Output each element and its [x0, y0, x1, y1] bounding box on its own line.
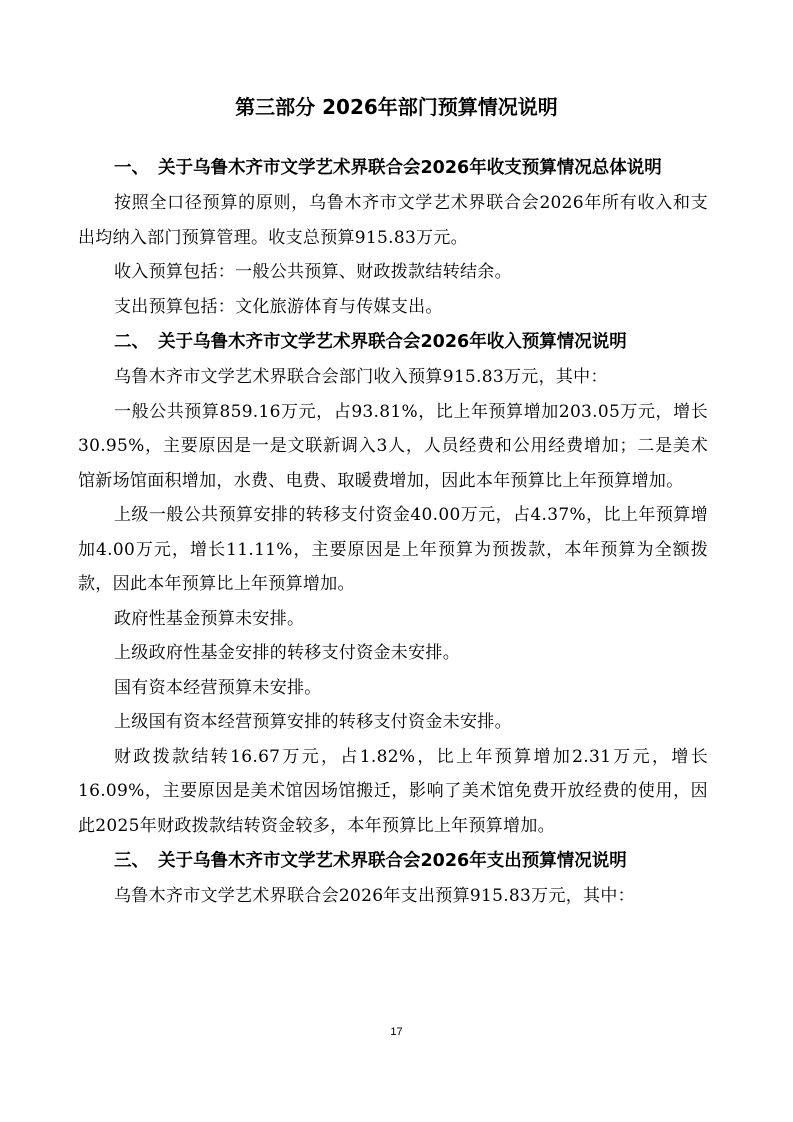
- document-body: [78, 150, 708, 914]
- page-number: 17: [390, 1026, 403, 1038]
- paragraph: 上级一般公共预算安排的转移支付资金40.00万元，占4.37%，比上年预算增加4.00万元，增长11.11%，主要原因是上年预算为预拨款，本年预算为全额拨款，因此本年预算比上年预算增加。: [78, 505, 708, 594]
- paragraph: 乌鲁木齐市文学艺术界联合会2026年支出预算915.83万元，其中：: [114, 886, 635, 906]
- paragraph: 上级国有资本经营预算安排的转移支付资金未安排。: [114, 712, 512, 732]
- paragraph: 上级政府性基金安排的转移支付资金未安排。: [114, 643, 460, 663]
- section-heading-2: [78, 324, 708, 360]
- paragraph: 政府性基金预算未安排。: [114, 608, 305, 629]
- paragraph: 支出预算包括：文化旅游体育与传媒支出。: [114, 296, 443, 317]
- section-heading-text: 关于乌鲁木齐市文学艺术界联合会2026年收入预算情况说明: [158, 332, 627, 352]
- paragraph: 国有资本经营预算未安排。: [114, 677, 322, 698]
- paragraph: 财政拨款结转16.67万元，占1.82%，比上年预算增加2.31万元，增长16.09%，主要原因是美术馆因场馆搬迁，影响了美术馆免费开放经费的使用，因此2025年财政拨款结转资金较多，本年预算比上年预算增加。: [78, 746, 708, 836]
- section-heading-3: [78, 843, 708, 879]
- section-number: 三、: [114, 851, 149, 871]
- paragraph: 按照全口径预算的原则，乌鲁木齐市文学艺术界联合会2026年所有收入和支出均纳入部门预算管理。收支总预算915.83万元。: [78, 193, 708, 248]
- section-heading-text: 关于乌鲁木齐市文学艺术界联合会2026年收支预算情况总体说明: [158, 158, 662, 178]
- paragraph: 一般公共预算859.16万元，占93.81%，比上年预算增加203.05万元，增长30.95%，主要原因是一是文联新调入3人，人员经费和公用经费增加；二是美术馆新场馆面积增加，水费、电费、取暖费增加，因此本年预算比上年预算增加。: [78, 401, 708, 491]
- section-number: 一、: [114, 158, 149, 178]
- section-heading-1: [78, 150, 708, 186]
- paragraph: 收入预算包括：一般公共预算、财政拨款结转结余。: [114, 262, 512, 282]
- section-heading-text: 关于乌鲁木齐市文学艺术界联合会2026年支出预算情况说明: [158, 851, 627, 871]
- section-number: 二、: [114, 332, 149, 352]
- paragraph: 乌鲁木齐市文学艺术界联合会部门收入预算915.83万元，其中：: [114, 367, 608, 387]
- page-title: 第三部分 2026年部门预算情况说明: [235, 95, 558, 119]
